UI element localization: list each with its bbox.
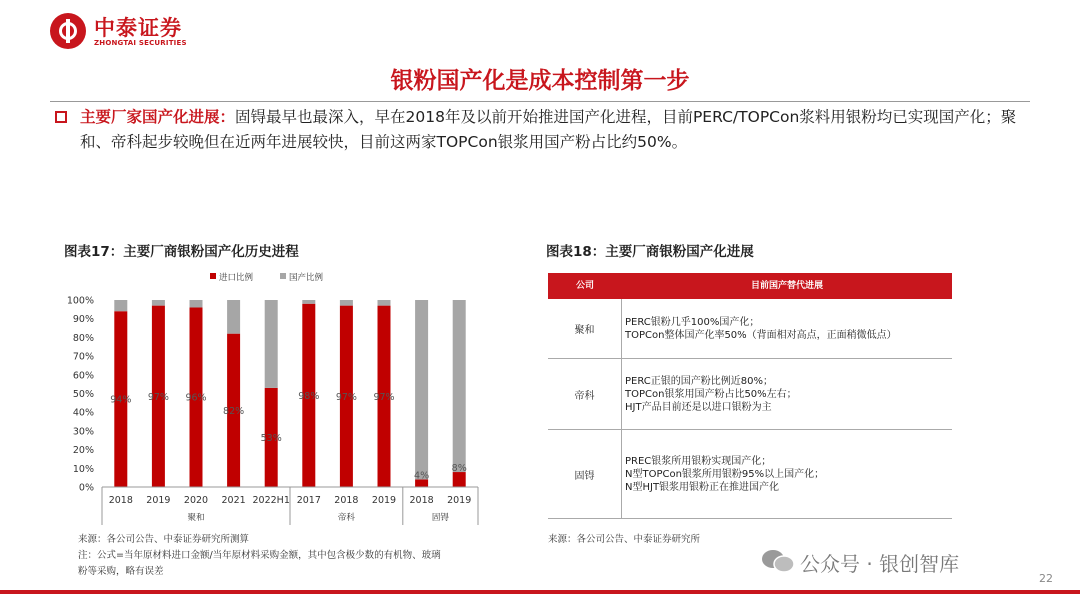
table-row [548, 359, 952, 430]
table-row [548, 430, 952, 519]
footer-bar [0, 590, 1080, 594]
note-line: 注：公式=当年原材料进口金额/当年原材料采购金额，其中包含极少数的有机物、玻璃 [78, 550, 441, 561]
figure17-title: 图表17：主要厂商银粉国产化历史进程 [64, 244, 299, 260]
y-tick-label: 20% [72, 445, 94, 457]
data-label: 4% [414, 470, 430, 482]
y-tick-label: 50% [72, 389, 94, 400]
x-tick-label: 2018 [334, 495, 359, 506]
y-tick-label: 70% [72, 351, 94, 363]
x-tick-label: 2019 [371, 495, 397, 506]
data-label: 8% [451, 463, 467, 475]
x-tick-label: 2017 [296, 495, 321, 506]
figure18-title: 图表18：主要厂商银粉国产化进展 [546, 244, 754, 260]
progress-line: HJT产品目前还是以进口银粉为主 [625, 401, 772, 413]
legend-swatch [210, 273, 216, 279]
page-title: 银粉国产化是成本控制第一步 [390, 67, 690, 94]
table-header [548, 273, 952, 299]
x-tick-label: 2018 [108, 495, 133, 506]
bar [152, 300, 165, 306]
progress-line: TOPCon银浆用国产粉占比50%左右； [625, 388, 797, 400]
progress-line: TOPCon整体国产化率50%（背面相对高点，正面稍微低点） [625, 329, 897, 341]
x-tick-label: 2018 [409, 495, 434, 506]
data-label: 97% [147, 391, 169, 403]
chart-legend [210, 272, 324, 283]
legend-label: 国产比例 [289, 273, 324, 283]
bar [340, 300, 353, 306]
data-label: 97% [373, 391, 395, 403]
progress-cell [622, 299, 952, 358]
data-label: 96% [185, 392, 207, 404]
x-tick-label: 2019 [447, 495, 472, 506]
data-label: 53% [260, 432, 282, 444]
legend-label: 进口比例 [219, 273, 254, 283]
brand-name-en: ZHONGTAI SECURITIES [94, 39, 187, 47]
bar [378, 300, 391, 306]
y-axis [67, 296, 94, 494]
x-tick-label: 2019 [146, 495, 171, 506]
progress-line: PREC银浆所用银粉实现国产化； [625, 455, 772, 467]
company-cell: 帝科 [548, 359, 622, 429]
header [0, 0, 1080, 60]
watermark-text: 公众号 · 银创智库 [800, 552, 960, 576]
data-label: 97% [335, 391, 357, 403]
y-tick-label: 30% [72, 426, 94, 438]
table-row [548, 299, 952, 359]
progress-cell [622, 359, 952, 429]
progress-cell [622, 430, 952, 518]
group-label: 固锝 [431, 513, 449, 523]
group-label: 聚和 [187, 513, 205, 523]
data-label: 94% [110, 394, 132, 406]
bar [265, 300, 278, 388]
progress-line: N型HJT银浆用银粉正在推进国产化 [625, 481, 780, 493]
x-axis [102, 487, 478, 525]
legend-swatch [280, 273, 286, 279]
y-tick-label: 0% [78, 482, 94, 494]
company-cell: 聚和 [548, 299, 622, 358]
figure17-source [78, 532, 441, 580]
bar [453, 472, 466, 487]
bar [227, 300, 240, 334]
intro-text: 固锝最早也最深入，早在2018年及以前开始推进国产化进程，目前PERC/TOPCon浆料用银粉均已实现国产化；聚和、帝科起步较晚但在近两年进展较快，目前这两家TOPCon银浆用国产粉占比约50%。 [80, 108, 1017, 151]
y-tick-label: 80% [72, 332, 94, 344]
y-tick-label: 60% [72, 370, 94, 382]
title-divider [50, 101, 1030, 102]
bar [415, 300, 428, 480]
y-tick-label: 100% [66, 295, 94, 307]
note-line: 粉等采购，略有误差 [78, 566, 164, 577]
data-label: 98% [298, 390, 320, 402]
bar [190, 300, 203, 307]
progress-line: N型TOPCon银浆所用银粉95%以上国产化； [625, 468, 825, 480]
figure17-chart [50, 262, 490, 532]
bar [451, 300, 467, 475]
group-label: 帝科 [337, 513, 355, 523]
y-tick-label: 90% [72, 314, 94, 326]
column-header-progress: 目前国产替代进展 [750, 281, 823, 291]
source-line: 来源：各公司公告、中泰证券研究所测算 [78, 534, 250, 545]
page-number: 22 [1039, 572, 1053, 585]
bar [114, 300, 127, 311]
column-header-company: 公司 [575, 281, 594, 291]
company-cell: 固锝 [548, 430, 622, 518]
brand-name: 中泰证券 [94, 16, 182, 40]
y-tick-label: 10% [72, 463, 94, 475]
progress-line: PERC正银的国产粉比例近80%； [625, 375, 774, 387]
y-tick-label: 40% [72, 407, 94, 419]
bullet-square-icon [55, 111, 67, 123]
intro-paragraph [80, 105, 1030, 155]
figure18-table [548, 273, 952, 519]
x-tick-label: 2021 [221, 495, 246, 506]
x-tick-label: 2022H1 [252, 495, 290, 506]
brand-logo-icon [50, 13, 86, 49]
bar [302, 300, 315, 304]
figure18-source: 来源：各公司公告、中泰证券研究所 [548, 534, 701, 545]
x-tick-label: 2020 [183, 495, 209, 506]
bar-series [110, 300, 467, 487]
intro-lead: 主要厂家国产化进展： [80, 108, 236, 126]
wechat-icon [760, 549, 796, 573]
progress-line: PERC银粉几乎100%国产化； [625, 316, 760, 328]
data-label: 82% [223, 405, 245, 417]
